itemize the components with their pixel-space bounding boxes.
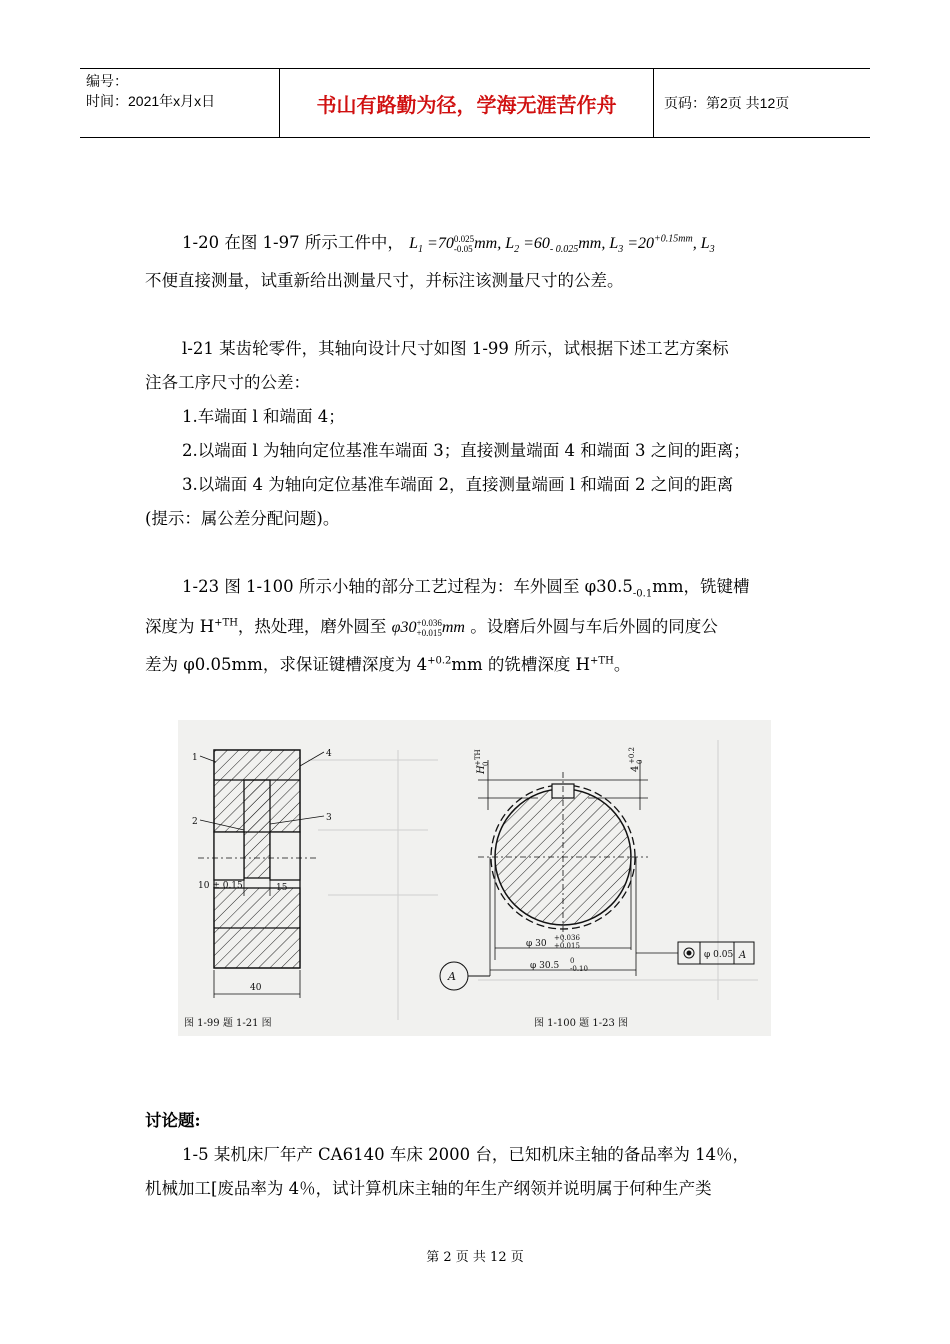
q1-21-step3: 3.以端面 4 为轴向定位基准车端面 2，直接测量端画 l 和端面 2 之间的距离 <box>182 475 734 494</box>
tol-datum: A <box>739 950 747 961</box>
dim-h: H <box>476 765 487 774</box>
label-2: 2 <box>192 817 198 827</box>
caption-left: 图 1-99 题 1-21 图 <box>184 1018 272 1029</box>
dim-4-tol: +0.2 <box>628 747 636 764</box>
dim-40: 40 <box>250 983 262 993</box>
gear-section <box>198 750 318 968</box>
q1-21-step2: 2.以端面 l 为轴向定位基准车端面 3；直接测量端面 4 和端面 3 之间的距离； <box>182 441 750 460</box>
page-header <box>80 68 870 138</box>
dim-4: 4 <box>630 765 641 772</box>
label-3: 3 <box>326 813 332 823</box>
discussion-line2: 机械加工[废品率为 4％，试计算机床主轴的年生产纲领并说明属于何种生产类 <box>145 1179 712 1198</box>
dim-h-zero: 0 <box>482 761 490 766</box>
q1-21-line2: 注各工序尺寸的公差： <box>145 373 310 392</box>
q1-23-formula: φ30+0.036 +0.015mm <box>391 618 465 639</box>
discussion-line1: 1-5 某机床厂年产 CA6140 车床 2000 台，已知机床主轴的备品率为 14％， <box>182 1145 750 1164</box>
dim-4-zero: 0 <box>636 759 644 764</box>
caption-right: 图 1-100 题 1-23 图 <box>534 1018 629 1029</box>
q1-20-formula: $L_1 =700.025$ -0.05mm, $L_2 =60_{- 0.025}mm$, $L_3 =20^{+0.15mm}$, $L_3$ <box>409 233 715 256</box>
q1-20-line1: 1-20 在图 1-97 所示工件中， $L_1 =700.025$ -0.05mm, $L_2 =60_{- 0.025}mm$, $L_3 =20^{+0.15mm}$, $L_3$ <box>182 233 715 256</box>
q1-23-line3: 差为 φ0.05mm，求保证键槽深度为 $4^{+0.2}mm$ 的铣槽深度 $H^{+TH}$。 <box>145 655 631 674</box>
dim-15: 15 <box>276 883 288 893</box>
dim-phi30-dn: +0.015 <box>554 942 580 950</box>
dim-phi305-up: 0 <box>570 957 575 965</box>
dim-phi30: φ 30 <box>526 939 547 949</box>
page-footer: 第 2 页 共 12 页 <box>426 1250 524 1265</box>
q1-21-hint: (提示：属公差分配问题)。 <box>145 509 340 528</box>
doc-number: 编号： <box>86 73 128 89</box>
doc-time: 时间：2021年x月x日 <box>86 93 216 109</box>
figure-drawing <box>178 720 771 1036</box>
label-4: 4 <box>326 749 332 759</box>
q1-21-step1: 1.车端面 l 和端面 4； <box>182 407 345 426</box>
tol-value: φ 0.05 <box>704 950 734 960</box>
q1-23-line2: 深度为 $H^{+TH}$，热处理，磨外圆至 φ30+0.036 +0.015mm 。设磨后外圆与车后外圆的同度公 <box>145 617 718 639</box>
figure-scan <box>178 720 771 1036</box>
label-1: 1 <box>192 753 198 763</box>
dim-phi305-dn: -0.10 <box>570 965 588 973</box>
header-meta <box>80 69 280 137</box>
dim-phi30-up: +0.036 <box>554 934 580 942</box>
q1-23-line1: 1-23 图 1-100 所示小轴的部分工艺过程为：车外圆至 $\varphi 30.5_{-0.1}mm$，铣键槽 <box>182 577 750 600</box>
header-motto: 书山有路勤为径，学海无涯苦作舟 <box>280 69 654 137</box>
header-page-info: 页码：第2页 共12页 <box>664 95 790 111</box>
dim-phi305: φ 30.5 <box>530 961 560 971</box>
q1-20-line2: 不便直接测量，试重新给出测量尺寸，并标注该测量尺寸的公差。 <box>145 271 624 290</box>
discussion-title: 讨论题: <box>145 1111 201 1130</box>
dim-h-tol: +TH <box>474 749 482 766</box>
q1-21-line1: l-21 某齿轮零件，其轴向设计尺寸如图 1-99 所示，试根据下述工艺方案标 <box>182 339 729 358</box>
datum-a-label: A <box>448 970 456 983</box>
dim-10: 10 ± 0.15 <box>198 881 243 891</box>
